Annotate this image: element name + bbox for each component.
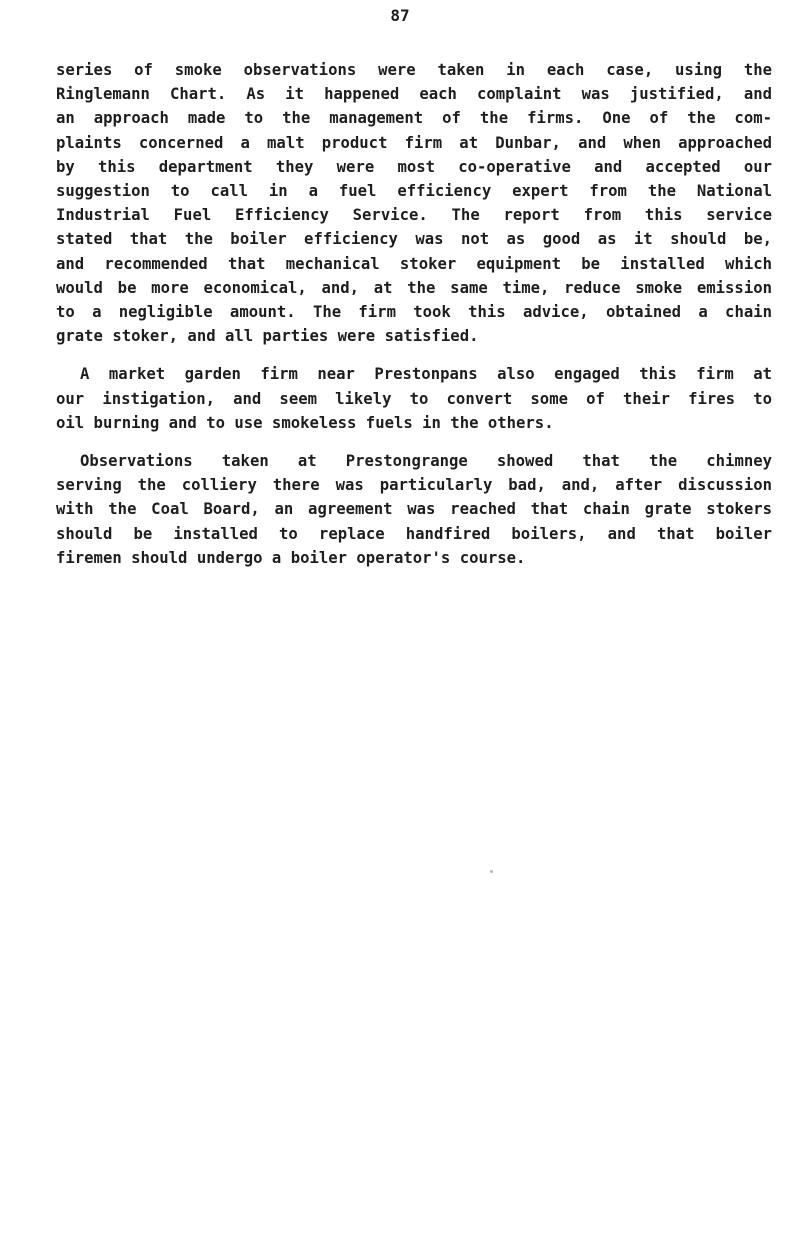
body-text — [56, 58, 772, 584]
paragraph-market-garden — [56, 362, 772, 435]
page-number: 87 — [390, 6, 410, 25]
text-line: our instigation, and seem likely to convert some of their fires to — [56, 389, 772, 408]
text-line: grate stoker, and all parties were satisfied. — [56, 327, 479, 346]
text-line: an approach made to the management of the firms. One of the com- — [56, 109, 772, 128]
text-line: by this department they were most co-operative and accepted our — [56, 157, 772, 176]
scan-speck — [490, 870, 493, 873]
paragraph-smoke-observations — [56, 58, 772, 348]
text-line: series of smoke observations were taken in each case, using the — [56, 61, 772, 79]
paragraph-prestongrange — [56, 449, 772, 570]
text-line: Observations taken at Prestongrange showed that the chimney — [80, 452, 772, 471]
text-line: firemen should undergo a boiler operator's course. — [56, 548, 526, 567]
text-line: to a negligible amount. The firm took this advice, obtained a chain — [56, 303, 772, 322]
text-line: Ringlemann Chart. As it happened each complaint was justified, and — [56, 85, 772, 104]
text-line: stated that the boiler efficiency was not as good as it should be, — [56, 230, 772, 249]
text-line: oil burning and to use smokeless fuels in the others. — [56, 413, 554, 432]
text-line: serving the colliery there was particularly bad, and, after discussion — [56, 476, 772, 495]
text-line: with the Coal Board, an agreement was reached that chain grate stokers — [56, 500, 772, 519]
text-line: should be installed to replace handfired boilers, and that boiler — [56, 524, 772, 543]
text-line: suggestion to call in a fuel efficiency expert from the National — [56, 182, 772, 201]
text-line: plaints concerned a malt product firm at Dunbar, and when approached — [56, 133, 772, 152]
text-line: A market garden firm near Prestonpans also engaged this firm at — [80, 365, 772, 384]
text-line: Industrial Fuel Efficiency Service. The report from this service — [56, 206, 772, 225]
text-line: would be more economical, and, at the same time, reduce smoke emission — [56, 278, 772, 297]
text-line: and recommended that mechanical stoker equipment be installed which — [56, 254, 772, 273]
